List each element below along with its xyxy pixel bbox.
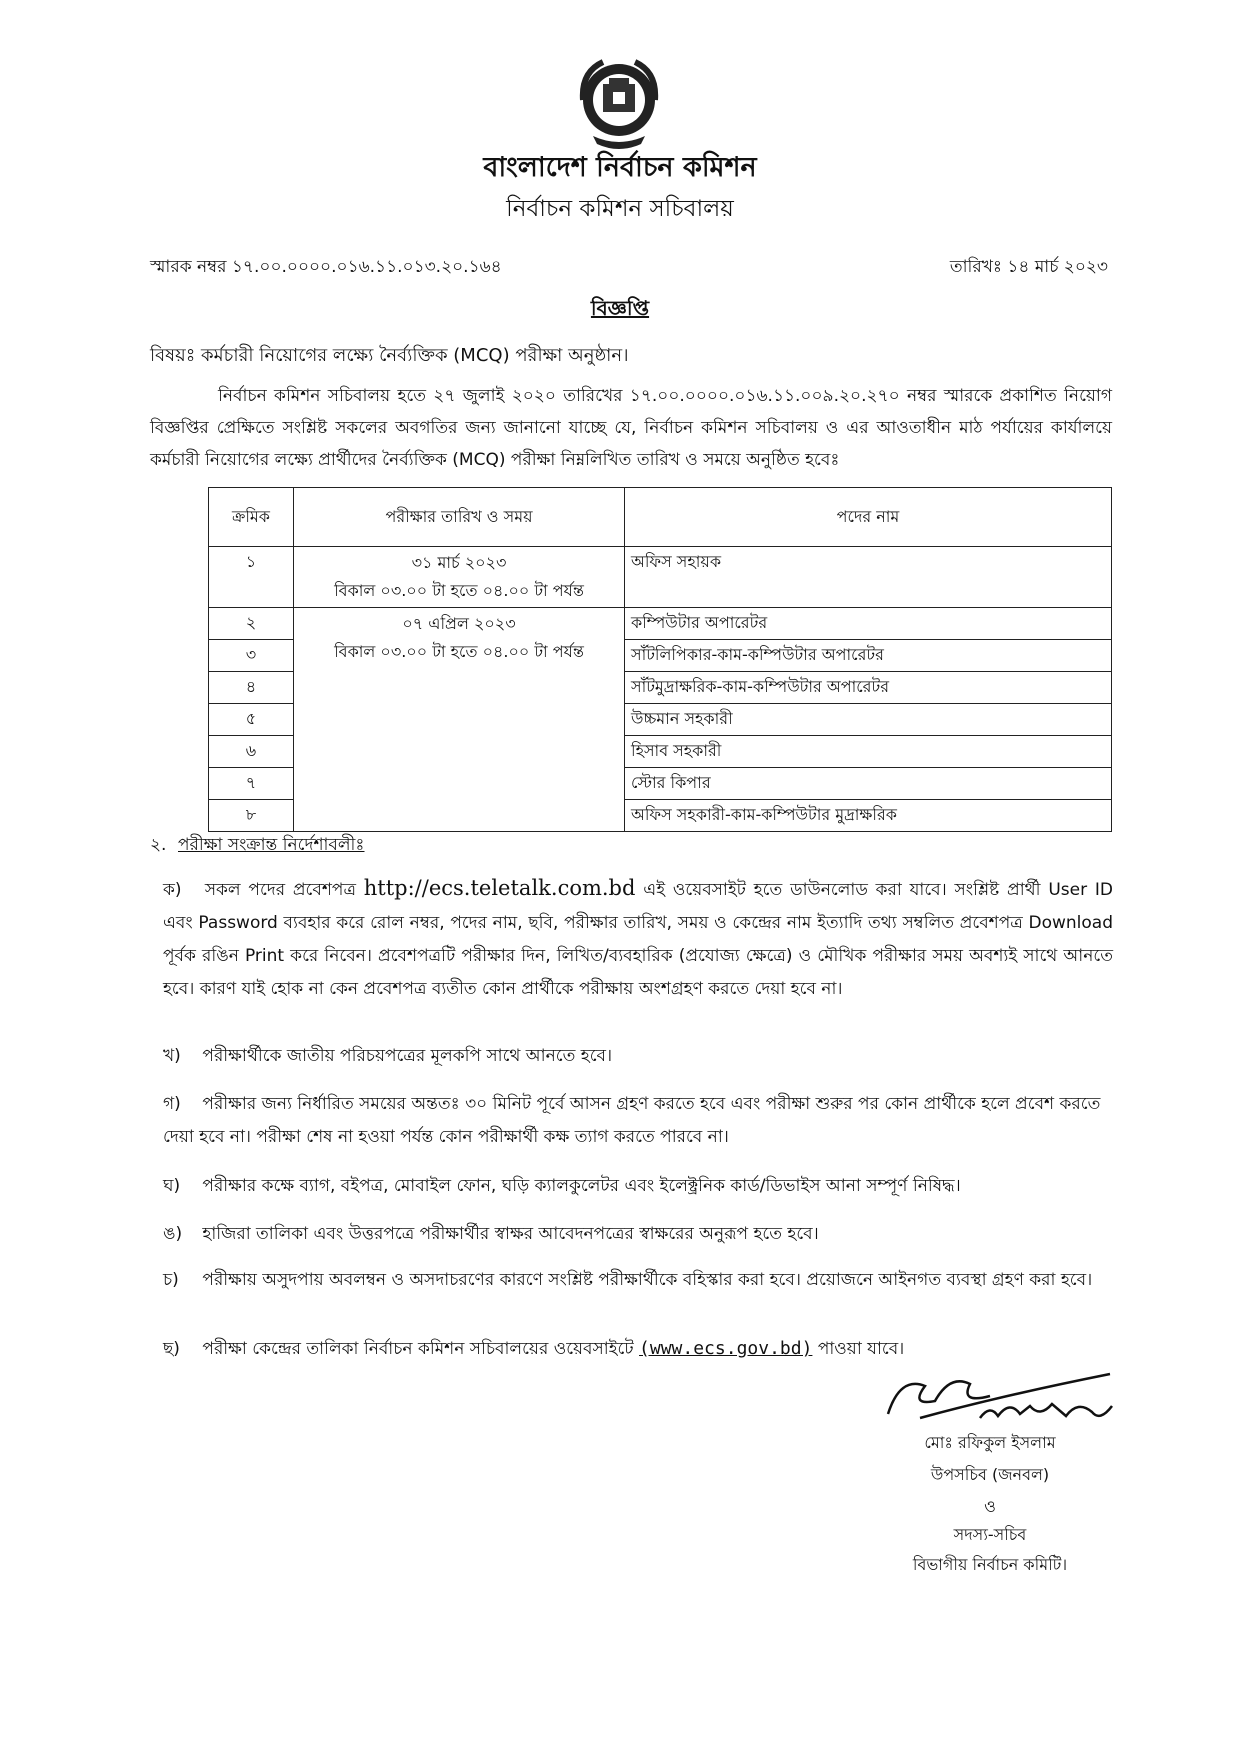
admit-card-link[interactable]: http://ecs.teletalk.com.bd bbox=[363, 876, 636, 900]
notice-subject: বিষয়ঃ কর্মচারী নিয়োগের লক্ষ্যে নৈর্ব্যক্তিক (MCQ) পরীক্ষা অনুষ্ঠান। bbox=[150, 345, 629, 366]
memo-number: স্মারক নম্বর ১৭.০০.০০০০.০১৬.১১.০১৩.২০.১৬৪ bbox=[150, 257, 502, 277]
instruction-item bbox=[163, 1218, 1113, 1251]
row-post: অফিস সহকারী-কাম-কম্পিউটার মুদ্রাক্ষরিক bbox=[625, 800, 1112, 832]
item-label: ছ) bbox=[163, 1339, 180, 1359]
item-text: পরীক্ষার জন্য নির্ধারিত সময়ের অন্ততঃ ৩০ মিনিট পূর্বে আসন গ্রহণ করতে হবে এবং পরীক্ষা শুরুর পর কোন প্রার্থীকে হলে প্রবেশ করতে দেয়া হবে না। পরীক্ষা শেষ না হওয়া পর্যন্ত কোন পরীক্ষার্থী কক্ষ ত্যাগ করতে পারবে না। bbox=[163, 1094, 1101, 1147]
exam-time: বিকাল ০৩.০০ টা হতে ০৪.০০ টা পর্যন্ত bbox=[334, 581, 584, 600]
item-label: ঙ) bbox=[163, 1224, 183, 1244]
schedule-cell bbox=[294, 608, 625, 832]
item-text: হাজিরা তালিকা এবং উত্তরপত্রে পরীক্ষার্থীর স্বাক্ষর আবেদনপত্রের স্বাক্ষরের অনুরূপ হতে হবে। bbox=[202, 1224, 819, 1244]
handwritten-signature bbox=[880, 1356, 1130, 1436]
row-serial: ৮ bbox=[209, 800, 294, 832]
table-row bbox=[209, 608, 1112, 640]
signatory-name: মোঃ রফিকুল ইসলাম bbox=[924, 1433, 1056, 1452]
row-serial: ৫ bbox=[209, 704, 294, 736]
signatory-committee: বিভাগীয় নির্বাচন কমিটি। bbox=[912, 1555, 1068, 1574]
section-number: ২. bbox=[150, 835, 167, 855]
item-text: পরীক্ষার কক্ষে ব্যাগ, বইপত্র, মোবাইল ফোন, ঘড়ি ক্যালকুলেটর এবং ইলেক্ট্রনিক কার্ড/ডিভাইস আনা সম্পূর্ণ নিষিদ্ধ। bbox=[202, 1176, 961, 1196]
notice-date: তারিখঃ ১৪ মার্চ ২০২৩ bbox=[949, 257, 1108, 277]
signatory-conjunction: ও bbox=[984, 1497, 996, 1516]
schedule-cell bbox=[294, 547, 625, 608]
intro-paragraph: নির্বাচন কমিশন সচিবালয় হতে ২৭ জুলাই ২০২০ তারিখের ১৭.০০.০০০০.০১৬.১১.০০৯.২০.২৭০ নম্বর স্মারকে প্রকাশিত নিয়োগ বিজ্ঞপ্তির প্রেক্ষিতে সংশ্লিষ্ট সকলের অবগতির জন্য জানানো যাচ্ছে যে, নির্বাচন কমিশন সচিবালয় ও এর আওতাধীন মাঠ পর্যায়ের কার্যালয়ে কর্মচারী নিয়োগের লক্ষ্যে প্রার্থীদের নৈর্ব্যক্তিক (MCQ) পরীক্ষা নিম্নলিখিত তারিখ ও সময়ে অনুষ্ঠিত হবেঃ bbox=[150, 386, 1112, 470]
row-post: উচ্চমান সহকারী bbox=[625, 704, 1112, 736]
item-label: চ) bbox=[163, 1270, 179, 1290]
row-post: অফিস সহায়ক bbox=[625, 547, 1112, 608]
ecs-website-link[interactable]: (www.ecs.gov.bd) bbox=[639, 1338, 813, 1359]
row-post: হিসাব সহকারী bbox=[625, 736, 1112, 768]
item-text: সকল পদের প্রবেশপত্র bbox=[204, 880, 356, 900]
instruction-item bbox=[163, 872, 1113, 1006]
item-text: পরীক্ষা কেন্দ্রের তালিকা নির্বাচন কমিশন সচিবালয়ের ওয়েবসাইটে bbox=[202, 1339, 634, 1359]
organization-name: বাংলাদেশ নির্বাচন কমিশন bbox=[483, 152, 757, 183]
signatory-role: সদস্য-সচিব bbox=[953, 1525, 1027, 1544]
exam-time: বিকাল ০৩.০০ টা হতে ০৪.০০ টা পর্যন্ত bbox=[334, 642, 584, 661]
election-commission-emblem bbox=[573, 52, 665, 156]
row-serial: ২ bbox=[209, 608, 294, 640]
item-text-cont: পাওয়া যাবে। bbox=[817, 1339, 905, 1359]
row-serial: ৬ bbox=[209, 736, 294, 768]
exam-date: ০৭ এপ্রিল ২০২৩ bbox=[402, 614, 516, 633]
table-header-row bbox=[209, 488, 1112, 547]
signatory-designation: উপসচিব (জনবল) bbox=[930, 1465, 1050, 1484]
item-label: খ) bbox=[163, 1046, 181, 1066]
instruction-item bbox=[163, 1264, 1113, 1297]
instruction-item bbox=[163, 1040, 1113, 1073]
section-title: পরীক্ষা সংক্রান্ত নির্দেশাবলীঃ bbox=[178, 835, 365, 855]
row-post: কম্পিউটার অপারেটর bbox=[625, 608, 1112, 640]
row-post: সাঁটলিপিকার-কাম-কম্পিউটার অপারেটর bbox=[625, 640, 1112, 672]
secretariat-name: নির্বাচন কমিশন সচিবালয় bbox=[506, 196, 734, 222]
exam-schedule-table bbox=[208, 487, 1112, 832]
item-label: ঘ) bbox=[163, 1176, 181, 1196]
header-serial: ক্রমিক bbox=[209, 488, 294, 547]
item-label: গ) bbox=[163, 1094, 181, 1114]
row-serial: ৩ bbox=[209, 640, 294, 672]
header-schedule: পরীক্ষার তারিখ ও সময় bbox=[294, 488, 625, 547]
row-post: স্টোর কিপার bbox=[625, 768, 1112, 800]
row-serial: ১ bbox=[209, 547, 294, 608]
item-text: পরীক্ষায় অসুদপায় অবলম্বন ও অসদাচরণের কারণে সংশ্লিষ্ট পরীক্ষার্থীকে বহিস্কার করা হবে। প্রয়োজনে আইনগত ব্যবস্থা গ্রহণ করা হবে। bbox=[202, 1270, 1093, 1290]
item-label: ক) bbox=[163, 880, 182, 900]
instruction-item bbox=[163, 1170, 1113, 1203]
exam-date: ৩১ মার্চ ২০২৩ bbox=[411, 553, 507, 572]
row-post: সাঁটমুদ্রাক্ষরিক-কাম-কম্পিউটার অপারেটর bbox=[625, 672, 1112, 704]
instruction-item bbox=[163, 1088, 1113, 1154]
row-serial: ৭ bbox=[209, 768, 294, 800]
header-post: পদের নাম bbox=[625, 488, 1112, 547]
item-text: পরীক্ষার্থীকে জাতীয় পরিচয়পত্রের মূলকপি সাথে আনতে হবে। bbox=[202, 1046, 613, 1066]
table-row bbox=[209, 547, 1112, 608]
item-text-cont: এই ওয়েবসাইট হতে ডাউনলোড করা যাবে। সংশ্লিষ্ট প্রার্থী User ID এবং Password ব্যবহার করে রোল নম্বর, পদের নাম, ছবি, পরীক্ষার তারিখ, সময় ও কেন্দ্রের নাম ইত্যাদি তথ্য সম্বলিত প্রবেশপত্র Download পূর্বক রঙিন Print করে নিবেন। প্রবেশপত্রটি পরীক্ষার দিন, লিখিত/ব্যবহারিক (প্রযোজ্য ক্ষেত্রে) ও মৌখিক পরীক্ষার সময় অবশ্যই সাথে আনতে হবে। কারণ যাই হোক না কেন প্রবেশপত্র ব্যতীত কোন প্রার্থীকে পরীক্ষায় অংশগ্রহণ করতে দেয়া হবে না। bbox=[163, 880, 1113, 999]
row-serial: ৪ bbox=[209, 672, 294, 704]
notice-title: বিজ্ঞপ্তি bbox=[590, 296, 650, 320]
